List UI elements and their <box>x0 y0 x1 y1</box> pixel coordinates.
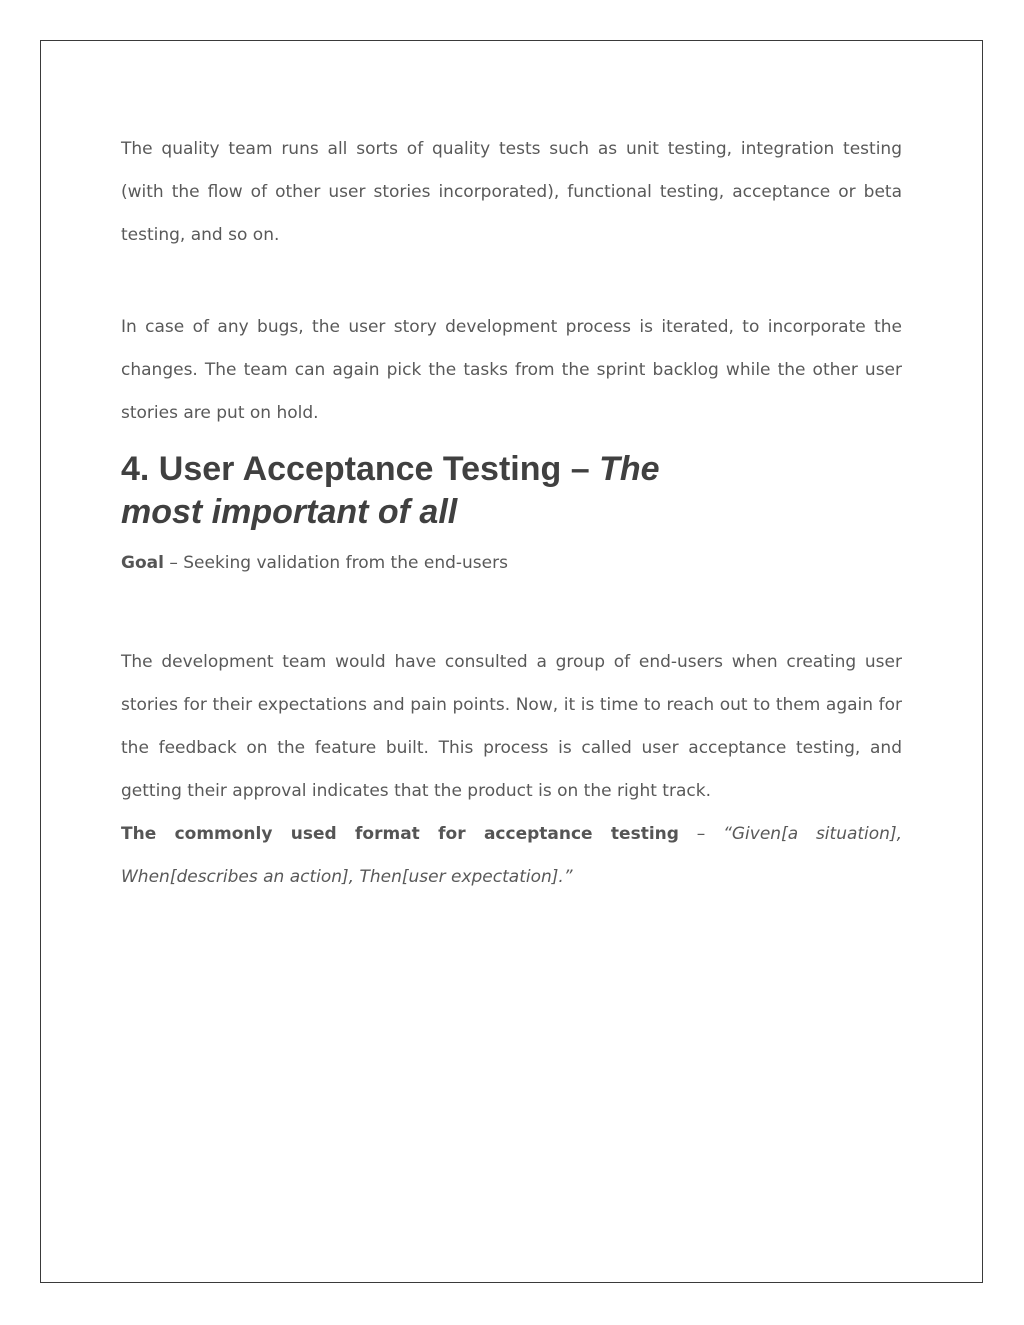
format-note <box>121 813 902 899</box>
goal-line <box>121 548 902 578</box>
paragraph-spacer <box>121 578 902 641</box>
paragraph-quality-tests: The quality team runs all sorts of quality tests such as unit testing, integration testing (with the flow of other user stories incorporated), functional testing, acceptance or beta testing, and so on. <box>121 139 902 245</box>
paragraph-spacer <box>121 257 902 306</box>
format-note-example: “Given[a situation], When[describes an action], Then[user expectation].” <box>121 824 902 887</box>
format-note-separator: – <box>678 824 724 844</box>
format-note-label: The commonly used format for acceptance testing <box>121 824 679 844</box>
goal-text: Seeking validation from the end-users <box>183 553 508 573</box>
section-heading-emphasis: The most important of all <box>121 450 660 531</box>
paragraph-uat-description: The development team would have consulted a group of end-users when creating user stories for their expectations and pain points. Now, it is time to reach out to them again for the feedback on the feature built. This process is called user acceptance testing, and getting their approval indicates that the product is on the right track. <box>121 652 902 801</box>
goal-label: Goal <box>121 553 164 573</box>
document-body <box>121 128 902 899</box>
paragraph-bug-iteration: In case of any bugs, the user story development process is iterated, to incorporate the changes. The team can again pick the tasks from the sprint backlog while the other user stories are put on hold. <box>121 317 902 423</box>
section-heading-prefix: 4. User Acceptance Testing – <box>121 450 600 488</box>
goal-separator: – <box>163 553 184 573</box>
section-heading <box>121 448 721 534</box>
